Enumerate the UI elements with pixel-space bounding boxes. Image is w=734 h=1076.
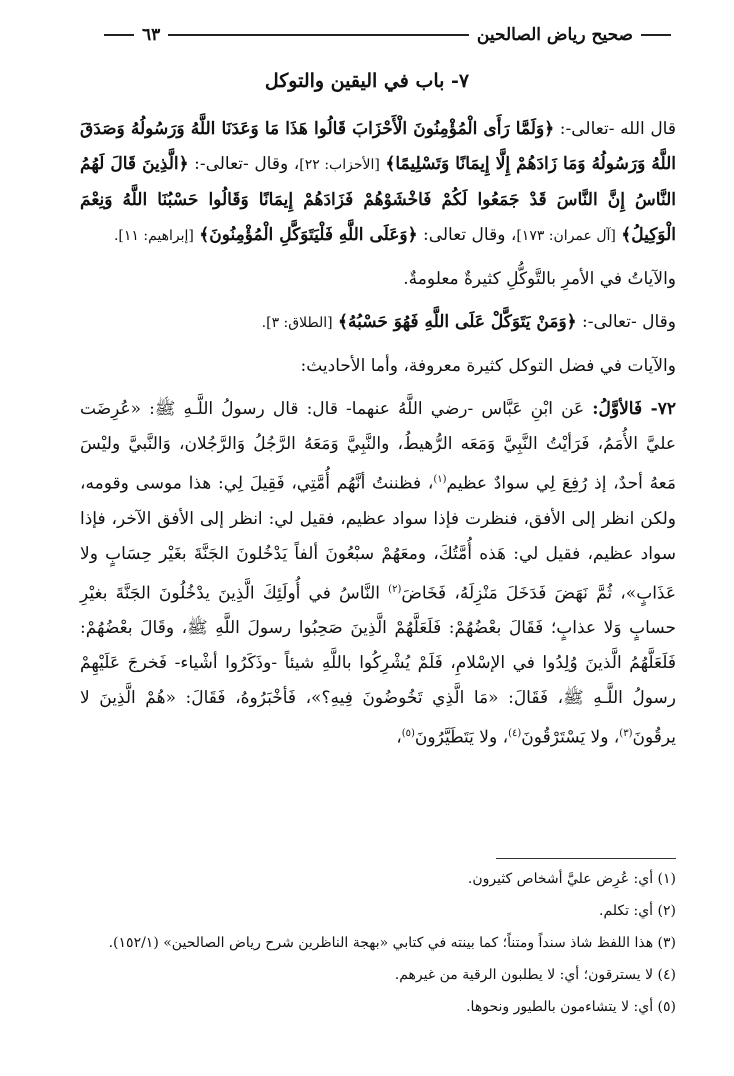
hadith-number: ٧٢- فَالأوَّلُ: (592, 399, 677, 419)
page-number: ٦٣ (142, 25, 161, 45)
connector-text: ، وقال -تعالى-: (194, 154, 300, 174)
paragraph-verses-note: والآياتُ في الأمرِ بالتَّوكُّلِ كثيرةٌ معلومةٌ. (403, 269, 676, 289)
book-title: صحيح رياض الصالحين (476, 25, 633, 45)
verse-reference: [الطلاق: ٣]. (261, 315, 333, 331)
footnote: (١) أي: عُرِض عليَّ أشخاص كثيرون. (467, 871, 676, 887)
verse-reference: [إبراهيم: ١١]. (113, 228, 194, 244)
paragraph-verse-talaq (80, 305, 676, 341)
footnote-marker: (٥) (401, 728, 415, 740)
hadith-text: ، ولا يَتَطَيَّرُونَ (414, 727, 509, 748)
quran-verse: ﴿وَلَمَّا رَأَى الْمُؤْمِنُونَ الْأَحْزَابَ قَالُوا هَذَا مَا وَعَدَنَا اللَّهُ وَرَسُولُهُ وَصَدَقَ اللَّهُ وَرَسُولُهُ وَمَا زَادَهُمْ إِلَّا إِيمَانًا وَتَسْلِيمًا﴾ (80, 119, 677, 174)
footnote-marker: (٣) (619, 728, 633, 740)
footnotes (80, 866, 676, 1026)
header-rule-middle (168, 34, 469, 36)
hadith-text: ، ولا يَسْتَرْقُونَ (521, 727, 620, 748)
paragraph-hadith (80, 392, 676, 756)
main-text (80, 112, 676, 756)
hadith-text: ، فظننتُ أنَّهُم أُمَّتِي، فَقِيلَ لِي: هذا موسى وقومه، ولكن انظر إلى الأفق، فنظرت فإذا سواد عظيم، فقيل لي: انظر إلى الأفق الآخر، فإذا سواد عظيم، فقيل لي: هَذه أُمَّتُكَ، ومعَهُمْ سبْعُونَ ألفاً يَدْخُلونَ الجَنَّةَ بغَيْر حِسَابٍ ولا عَذَابٍ»، ثُمَّ نَهَضَ فَدَخَلَ مَنْزِلَهُ، فَخَاضَ (80, 473, 676, 604)
footnote-marker: (٢) (388, 583, 402, 595)
hadith-text: النَّاسُ في أُولَئِكَ الَّذِينَ يدْخُلُونَ الجَنَّةَ بغيْرِ حسابٍ وَلا عذابٍ؛ فَقَالَ بعْضُهُمْ: فَلَعَلَّهُمْ الَّذِينَ صَحِبُوا رسولَ اللَّهِ ﷺ، وقَالَ بعْضُهُمْ: فَلَعَلَّهُمُ الَّذينَ وُلِدُوا في الإسْلامِ، فَلَمْ يُشْرِكُوا باللَّهِ شيئاً -وذَكَرُوا أشْياء- فَخرجَ عَلَيْهِمْ رسولُ اللَّـهِ ﷺ، فَقَالَ: «مَا الَّذِي تَخُوضُونَ فِيهِ؟»، فَأخْبَرُوهُ، فَقَالَ: «هُمْ الَّذِينَ لا يرقُونَ (80, 583, 676, 748)
footnote: (٤) لا يسترقون؛ أي: لا يطلبون الرقية من غيرهم. (394, 967, 676, 983)
paragraph-verses (80, 112, 676, 254)
hadith-text: ، (396, 727, 402, 748)
verse-reference: [الأحزاب: ٢٢] (299, 157, 380, 173)
verse-reference: [آل عمران: ١٧٣] (516, 228, 616, 244)
running-header (96, 22, 679, 48)
footnote: (٣) هذا اللفظ شاذ سنداً ومتناً؛ كما بينته في كتابي «بهجة الناظرين شرح رياض الصالحين» (١٥٢/١). (108, 935, 676, 951)
footnote-divider (496, 858, 676, 859)
footnote-marker: (١) (433, 474, 447, 485)
hadith-text: عَن ابْنِ عَبَّاس -رضي اللَّهُ عنهما- قال: قال رسولُ اللَّـهِ ﷺ: «عُرِضَت عليَّ الأُمَمُ، فَرَأيْتُ النَّبِيَّ وَمَعَه الرُّهيطُ، والنَّبِيَّ وَمَعَهُ الرَّجُلُ وَالرَّجُلان، وَالنَّبيَّ وليْسَ مَعهُ أحدٌ، إذ رُفِعَ لِي سوادٌ عظيم (80, 399, 676, 494)
quran-verse: ﴿وَمَنْ يَتَوَكَّلْ عَلَى اللَّهِ فَهُوَ حَسْبُهُ﴾ (338, 312, 577, 332)
chapter-title: ٧- باب في اليقين والتوكل (264, 70, 470, 92)
header-rule-right (641, 34, 671, 36)
intro-text: وقال -تعالى-: (582, 312, 676, 332)
quran-verse: ﴿وَعَلَى اللَّهِ فَلْيَتَوَكَّلِ الْمُؤْمِنُونَ﴾ (199, 225, 418, 245)
connector-text: ، وقال تعالى: (422, 225, 517, 245)
footnote-marker: (٤) (508, 728, 522, 740)
header-rule-left (104, 34, 134, 36)
quran-verse: ﴿الَّذِينَ قَالَ لَهُمُ النَّاسُ إِنَّ النَّاسَ قَدْ جَمَعُوا لَكُمْ فَاخْشَوْهُمْ فَزَادَهُمْ إِيمَانًا وَقَالُوا حَسْبُنَا اللَّهُ وَنِعْمَ الْوَكِيلُ﴾ (80, 154, 676, 245)
footnote: (٥) أي: لا يتشاءمون بالطيور ونحوها. (466, 999, 676, 1015)
paragraph-hadith-intro: والآيات في فضل التوكل كثيرة معروفة، وأما الأحاديث: (300, 356, 676, 376)
footnote: (٢) أي: تكلم. (599, 903, 676, 919)
intro-text: قال الله -تعالى-: (559, 119, 676, 139)
